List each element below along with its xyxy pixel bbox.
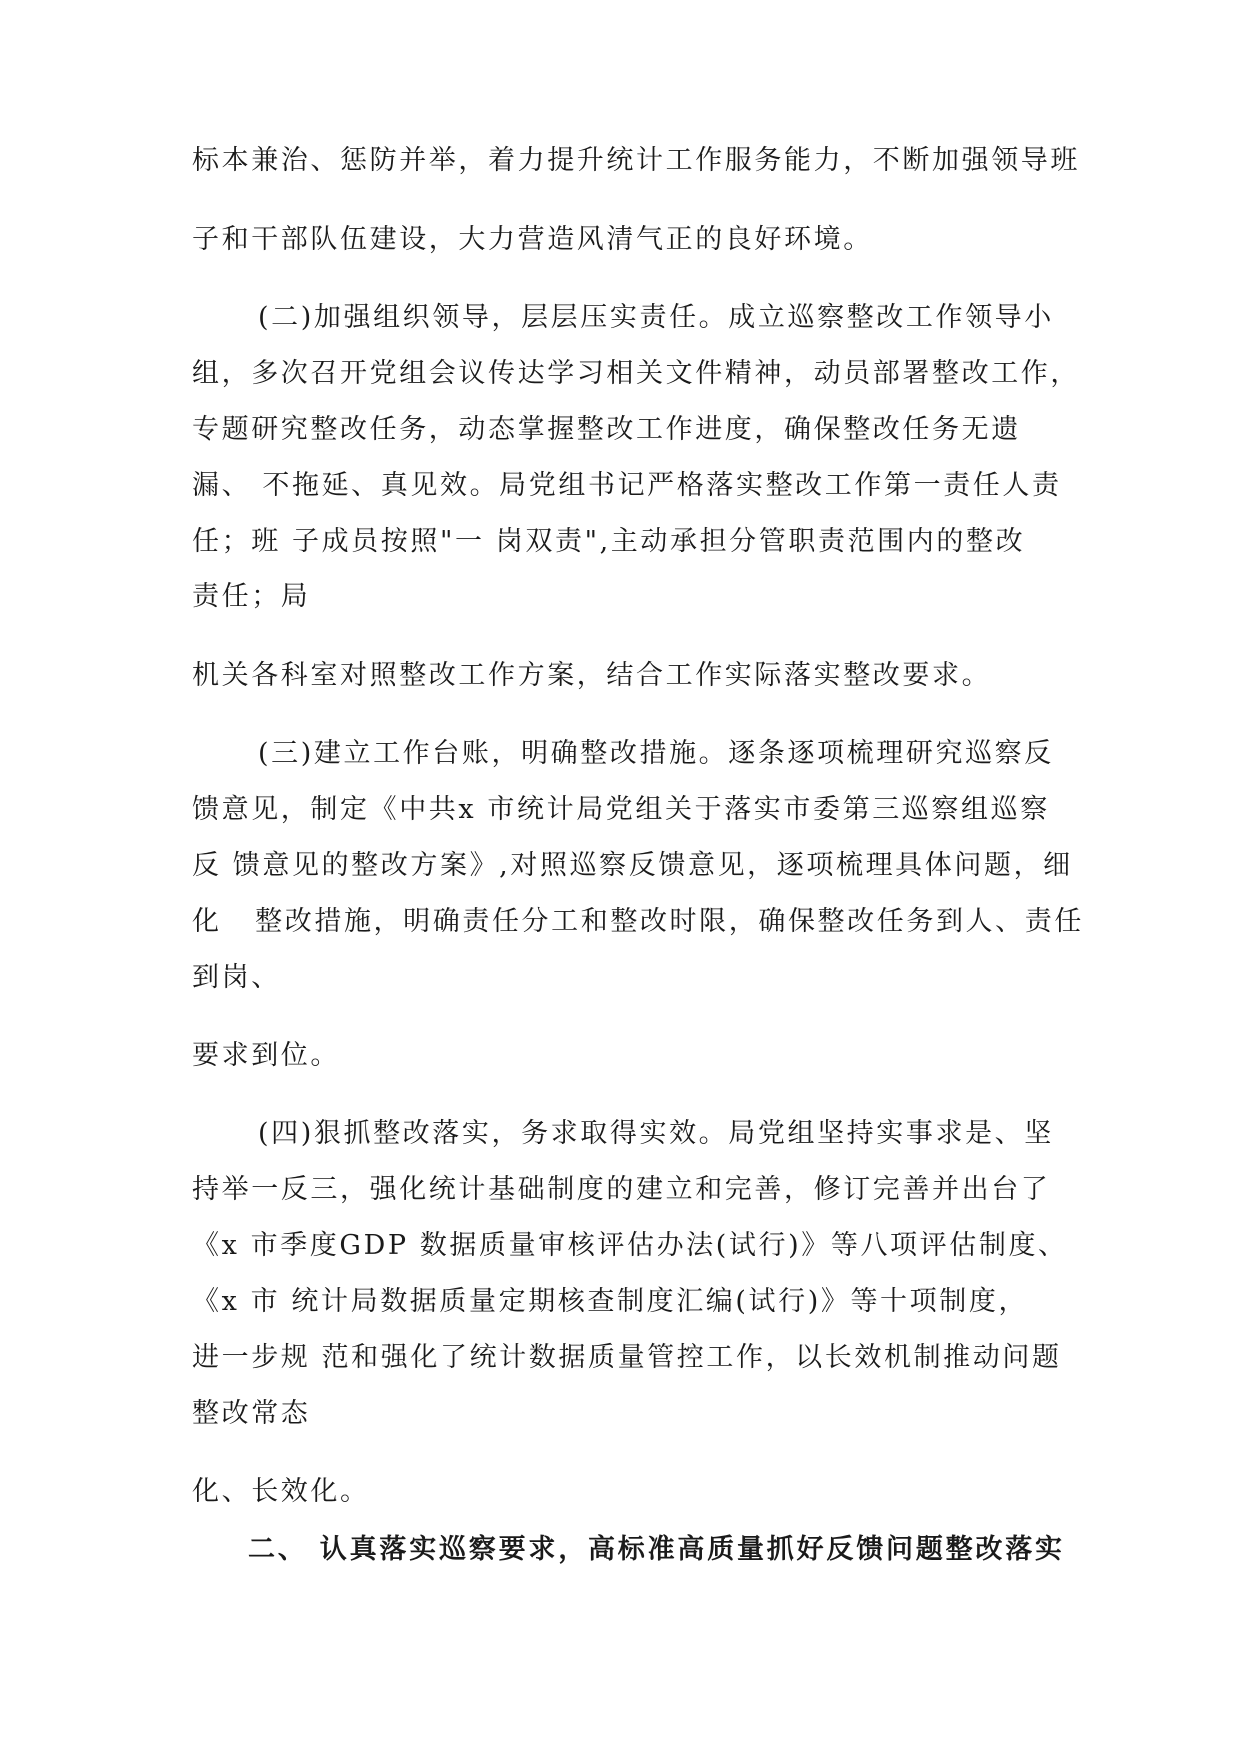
- paragraph-3-lead: (三)建立工作台账，明确整改措施。逐条逐项梳理研究巡察反: [258, 738, 1054, 769]
- body-text-line: 反 馈意见的整改方案》,对照巡察反馈意见，逐项梳理具体问题，细: [192, 850, 1073, 881]
- body-text-line: 专题研究整改任务，动态掌握整改工作进度，确保整改任务无遗: [192, 414, 1021, 445]
- body-text-line: 化 整改措施，明确责任分工和整改时限，确保整改任务到人、责任: [192, 906, 1084, 937]
- body-text-line: 要求到位。: [192, 1040, 340, 1071]
- body-text-line: 机关各科室对照整改工作方案，结合工作实际落实整改要求。: [192, 660, 992, 691]
- body-text-line: 组，多次召开党组会议传达学习相关文件精神，动员部署整改工作，: [192, 358, 1080, 389]
- body-text-line: 漏、 不拖延、真见效。局党组书记严格落实整改工作第一责任人责: [192, 470, 1062, 501]
- body-text-line: 化、长效化。: [192, 1476, 370, 1507]
- body-text-line: 到岗、: [192, 962, 281, 993]
- section-heading: 二、 认真落实巡察要求，高标准高质量抓好反馈问题整改落实: [248, 1534, 1065, 1565]
- body-text-line: 《x 市季度GDP 数据质量审核评估办法(试行)》等八项评估制度、: [192, 1230, 1068, 1261]
- paragraph-4-lead: (四)狠抓整改落实，务求取得实效。局党组坚持实事求是、坚: [258, 1118, 1054, 1149]
- body-text-line: 子和干部队伍建设，大力营造风清气正的良好环境。: [192, 224, 873, 255]
- body-text-line: 馈意见，制定《中共x 市统计局党组关于落实市委第三巡察组巡察: [192, 794, 1050, 825]
- paragraph-2-lead: (二)加强组织领导，层层压实责任。成立巡察整改工作领导小: [258, 302, 1054, 333]
- body-text-line: 进一步规 范和强化了统计数据质量管控工作，以长效机制推动问题: [192, 1342, 1062, 1373]
- body-text-line: 持举一反三，强化统计基础制度的建立和完善，修订完善并出台了: [192, 1174, 1051, 1205]
- body-text-line: 《x 市 统计局数据质量定期核查制度汇编(试行)》等十项制度，: [192, 1286, 1029, 1317]
- body-text-line: 标本兼治、惩防并举，着力提升统计工作服务能力，不断加强领导班: [192, 145, 1080, 176]
- body-text-line: 整改常态: [192, 1398, 311, 1429]
- body-text-line: 任；班 子成员按照"一 岗双责",主动承担分管职责范围内的整改: [192, 526, 1026, 557]
- body-text-line: 责任；局: [192, 581, 311, 612]
